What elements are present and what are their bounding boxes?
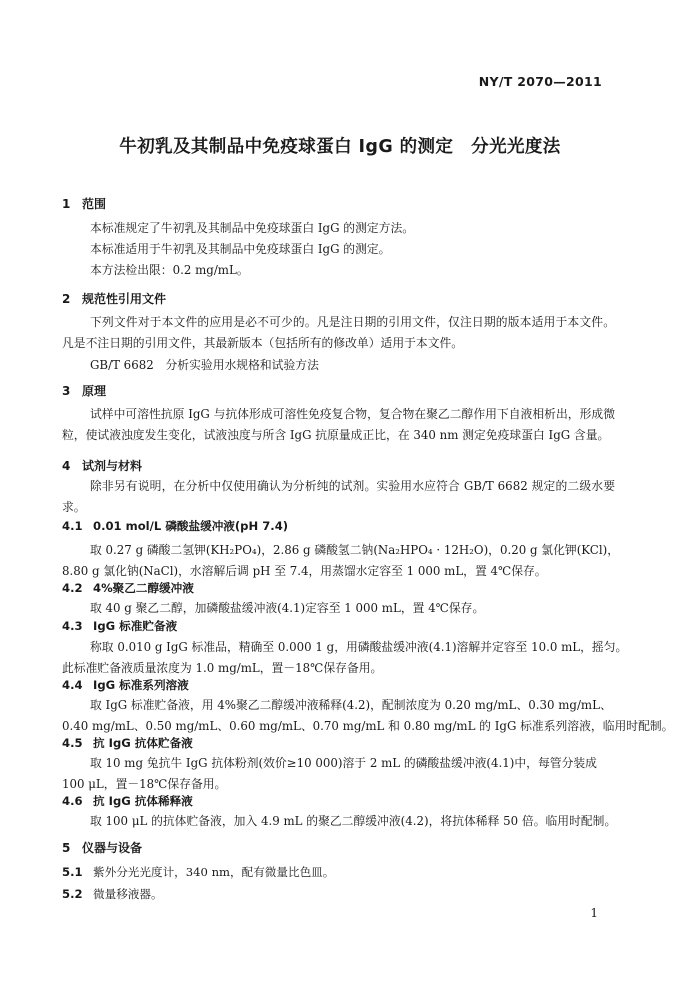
section-title: 仪器与设备 bbox=[82, 841, 143, 855]
subsection-text: 紫外分光光度计，340 nm，配有微量比色皿。 bbox=[93, 865, 335, 879]
standard-number: NY/T 2070—2011 bbox=[478, 74, 602, 89]
s1-line-1: 本标准规定了牛初乳及其制品中免疫球蛋白 IgG 的测定方法。 bbox=[90, 221, 415, 235]
subsection-number: 4.4 bbox=[62, 678, 83, 692]
section-number: 4 bbox=[62, 459, 71, 473]
s4-3-line-2: 此标准贮备液质量浓度为 1.0 mg/mL，置－18℃保存备用。 bbox=[62, 661, 383, 675]
s2-reference: GB/T 6682 分析实验用水规格和试验方法 bbox=[90, 358, 319, 372]
s4-1-line-2: 8.80 g 氯化钠(NaCl)，水溶解后调 pH 至 7.4，用蒸馏水定容至 1 000 mL，置 4℃保存。 bbox=[62, 564, 547, 578]
subsection-4-4-heading bbox=[62, 677, 189, 693]
section-number: 3 bbox=[62, 384, 71, 398]
s4-3-line-1: 称取 0.010 g IgG 标准品，精确至 0.000 1 g，用磷酸盐缓冲液(4.1)溶解并定容至 10.0 mL，摇匀。 bbox=[90, 640, 628, 654]
subsection-title: 4%聚乙二醇缓冲液 bbox=[93, 581, 194, 595]
subsection-title: IgG 标准系列溶液 bbox=[93, 678, 189, 692]
section-2-heading bbox=[62, 290, 166, 307]
section-4-heading bbox=[62, 457, 142, 474]
section-title: 试剂与材料 bbox=[82, 459, 143, 473]
s1-line-3: 本方法检出限：0.2 mg/mL。 bbox=[90, 263, 249, 277]
section-title: 原理 bbox=[82, 384, 107, 398]
s4-1-line-1: 取 0.27 g 磷酸二氢钾(KH₂PO₄)，2.86 g 磷酸氢二钠(Na₂HPO₄ · 12H₂O)，0.20 g 氯化钾(KCl)， bbox=[90, 543, 619, 557]
subsection-4-3-heading bbox=[62, 618, 177, 634]
s4-6-line-1: 取 100 μL 的抗体贮备液，加入 4.9 mL 的聚乙二醇缓冲液(4.2)，将抗体稀释 50 倍。临用时配制。 bbox=[90, 814, 617, 828]
section-number: 2 bbox=[62, 292, 71, 306]
document-title: 牛初乳及其制品中免疫球蛋白 IgG 的测定 分光光度法 bbox=[119, 137, 561, 157]
subsection-5-2 bbox=[62, 886, 163, 902]
s4-5-line-1: 取 10 mg 兔抗牛 IgG 抗体粉剂(效价≥10 000)溶于 2 mL 的磷酸盐缓冲液(4.1)中，每管分装成 bbox=[90, 756, 597, 770]
subsection-title: 抗 IgG 抗体贮备液 bbox=[93, 736, 193, 750]
section-number: 5 bbox=[62, 841, 71, 855]
subsection-title: 0.01 mol/L 磷酸盐缓冲液(pH 7.4) bbox=[93, 519, 289, 533]
subsection-number: 4.6 bbox=[62, 794, 83, 808]
s4-5-line-2: 100 μL，置－18℃保存备用。 bbox=[62, 777, 227, 791]
subsection-number: 4.5 bbox=[62, 736, 83, 750]
subsection-4-2-heading bbox=[62, 580, 194, 596]
s4-paragraph: 除非另有说明，在分析中仅使用确认为分析纯的试剂。实验用水应符合 GB/T 6682 规定的二级水要求。 bbox=[62, 479, 615, 514]
s1-line-2: 本标准适用于牛初乳及其制品中免疫球蛋白 IgG 的测定。 bbox=[90, 242, 391, 256]
page-number: 1 bbox=[590, 906, 598, 920]
subsection-title: 抗 IgG 抗体稀释液 bbox=[93, 794, 193, 808]
subsection-number: 4.3 bbox=[62, 619, 83, 633]
s3-paragraph: 试样中可溶性抗原 IgG 与抗体形成可溶性免疫复合物，复合物在聚乙二醇作用下自液相析出，形成微粒，使试液浊度发生变化，试液浊度与所含 IgG 抗原量成正比，在 340 nm 测定免疫球蛋白 IgG 含量。 bbox=[62, 407, 615, 442]
section-number: 1 bbox=[62, 197, 71, 211]
section-title: 规范性引用文件 bbox=[82, 292, 167, 306]
subsection-5-1 bbox=[62, 864, 334, 880]
subsection-number: 4.2 bbox=[62, 581, 83, 595]
subsection-text: 微量移液器。 bbox=[93, 887, 163, 901]
s2-paragraph: 下列文件对于本文件的应用是必不可少的。凡是注日期的引用文件，仅注日期的版本适用于本文件。凡是不注日期的引用文件，其最新版本（包括所有的修改单）适用于本文件。 bbox=[62, 315, 615, 350]
section-1-heading bbox=[62, 195, 106, 212]
subsection-number: 5.2 bbox=[62, 887, 83, 901]
section-5-heading bbox=[62, 839, 142, 856]
subsection-number: 5.1 bbox=[62, 865, 83, 879]
subsection-4-6-heading bbox=[62, 793, 193, 809]
section-title: 范围 bbox=[82, 197, 107, 211]
subsection-title: IgG 标准贮备液 bbox=[93, 619, 178, 633]
s4-4-line-2: 0.40 mg/mL、0.50 mg/mL、0.60 mg/mL、0.70 mg/mL 和 0.80 mg/mL 的 IgG 标准系列溶液，临用时配制。 bbox=[62, 719, 674, 733]
subsection-4-5-heading bbox=[62, 735, 193, 751]
s4-2-line-1: 取 40 g 聚乙二醇，加磷酸盐缓冲液(4.1)定容至 1 000 mL，置 4℃保存。 bbox=[90, 601, 485, 615]
subsection-number: 4.1 bbox=[62, 519, 83, 533]
section-3-heading bbox=[62, 382, 106, 399]
s4-4-line-1: 取 IgG 标准贮备液，用 4%聚乙二醇缓冲液稀释(4.2)，配制浓度为 0.20 mg/mL、0.30 mg/mL、 bbox=[90, 698, 612, 712]
subsection-4-1-heading bbox=[62, 518, 288, 534]
